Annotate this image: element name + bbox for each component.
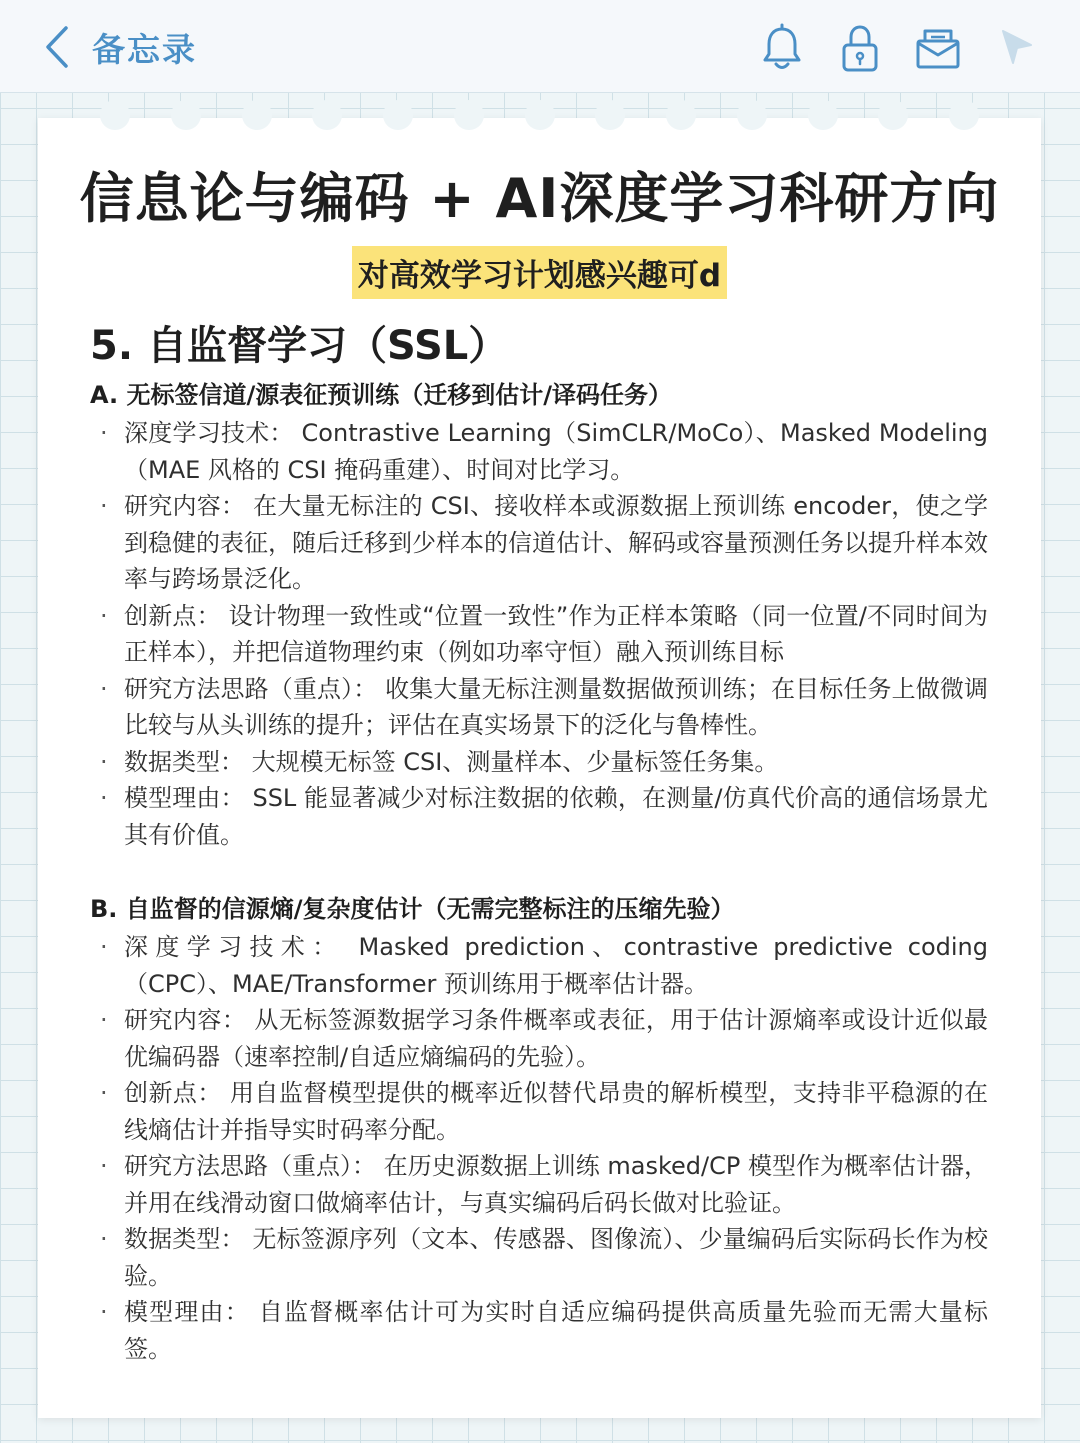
list-item-text: 模型理由： 自监督概率估计可为实时自适应编码提供高质量先验而无需大量标签。 (124, 1298, 988, 1363)
bullet: · (100, 492, 108, 520)
subsection-b-heading: B. 自监督的信源熵/复杂度估计（无需完整标注的压缩先验） (90, 895, 735, 923)
bullet: · (100, 674, 108, 703)
mail-icon (915, 23, 961, 73)
subsection-a-heading: A. 无标签信道/源表征预训练（迁移到估计/译码任务） (90, 381, 673, 409)
list-item (90, 1075, 988, 1148)
list-item (90, 929, 988, 1002)
paper-hole (808, 100, 838, 130)
list-item (90, 1148, 988, 1221)
bell-button[interactable] (758, 22, 806, 74)
section-gap (90, 853, 988, 891)
list-item (90, 1221, 988, 1294)
list-item-text: 深度学习技术： Contrastive Learning（SimCLR/MoCo）、Masked Modeling（MAE 风格的 CSI 掩码重建）、时间对比学习。 (124, 419, 988, 484)
bullet: · (100, 933, 108, 961)
note-content (90, 314, 988, 1367)
paper-hole (383, 100, 413, 130)
list-item-text: 深度学习技术： Masked prediction、contrastive predictive coding（CPC）、MAE/Transformer 预训练用于概率估计器。 (124, 933, 988, 998)
list-item-text: 创新点： 用自监督模型提供的概率近似替代昂贵的解析模型，支持非平稳源的在线熵估计并指导实时码率分配。 (124, 1079, 988, 1144)
note-paper (38, 118, 1041, 1418)
subtitle-wrap (38, 246, 1041, 299)
back-label: 备忘录 (92, 29, 197, 69)
note-subtitle: 对高效学习计划感兴趣可d (352, 246, 727, 299)
list-item-text: 数据类型： 大规模无标签 CSI、测量样本、少量标签任务集。 (124, 747, 779, 776)
back-button[interactable] (40, 22, 197, 72)
list-item-text: 研究内容： 在大量无标注的 CSI、接收样本或源数据上预训练 encoder，使之学到稳健的表征，随后迁移到少样本的信道估计、解码或容量预测任务以提升样本效率与跨场景泛化。 (124, 492, 988, 593)
bullet: · (100, 747, 108, 776)
list-item (90, 415, 988, 488)
bell-icon (759, 23, 805, 73)
paper-hole (737, 100, 767, 130)
bullet: · (100, 1225, 108, 1253)
paper-hole (525, 100, 555, 130)
list-item (90, 598, 988, 671)
bullet: · (100, 1152, 108, 1180)
paper-hole (595, 100, 625, 130)
mail-button[interactable] (914, 22, 962, 74)
paper-hole (312, 100, 342, 130)
list-item-text: 数据类型： 无标签源序列（文本、传感器、图像流）、少量编码后实际码长作为校验。 (124, 1225, 988, 1290)
bullet: · (100, 601, 108, 630)
send-icon (993, 23, 1039, 73)
send-button[interactable] (992, 22, 1040, 74)
lock-icon (837, 23, 883, 73)
list-item (90, 780, 988, 853)
list-item (90, 1002, 988, 1075)
bullet: · (100, 784, 108, 812)
list-item-text: 研究方法思路（重点）： 收集大量无标注测量数据做预训练；在目标任务上做微调比较与从头训练的提升；评估在真实场景下的泛化与鲁棒性。 (124, 674, 988, 739)
note-title: 信息论与编码 + AI深度学习科研方向 (79, 167, 1000, 230)
top-toolbar (0, 0, 1080, 93)
paper-holes (38, 100, 1041, 136)
paper-hole (100, 100, 130, 130)
list-item-text: 模型理由： SSL 能显著减少对标注数据的依赖，在测量/仿真代价高的通信场景尤其有价值。 (124, 784, 988, 849)
paper-hole (171, 100, 201, 130)
list-item-text: 创新点： 设计物理一致性或“位置一致性”作为正样本策略（同一位置/不同时间为正样本），并把信道物理约束（例如功率守恒）融入预训练目标 (124, 601, 988, 666)
list-item (90, 488, 988, 598)
paper-hole (666, 100, 696, 130)
list-item (90, 744, 988, 781)
bullet: · (100, 1006, 108, 1034)
lock-button[interactable] (836, 22, 884, 74)
section-title: 5. 自监督学习（SSL） (90, 323, 509, 369)
list-item (90, 1294, 988, 1367)
bullet: · (100, 1298, 108, 1326)
bullet: · (100, 419, 108, 447)
bullet: · (100, 1079, 108, 1107)
toolbar-icons (758, 20, 1040, 76)
paper-hole (242, 100, 272, 130)
list-item-text: 研究方法思路（重点）： 在历史源数据上训练 masked/CP 模型作为概率估计器，并用在线滑动窗口做熵率估计，与真实编码后码长做对比验证。 (124, 1152, 988, 1217)
paper-hole (949, 100, 979, 130)
paper-hole (878, 100, 908, 130)
chevron-left-icon (40, 24, 74, 70)
list-item (90, 671, 988, 744)
list-item-text: 研究内容： 从无标签源数据学习条件概率或表征，用于估计源熵率或设计近似最优编码器（速率控制/自适应熵编码的先验）。 (124, 1006, 988, 1071)
paper-hole (454, 100, 484, 130)
